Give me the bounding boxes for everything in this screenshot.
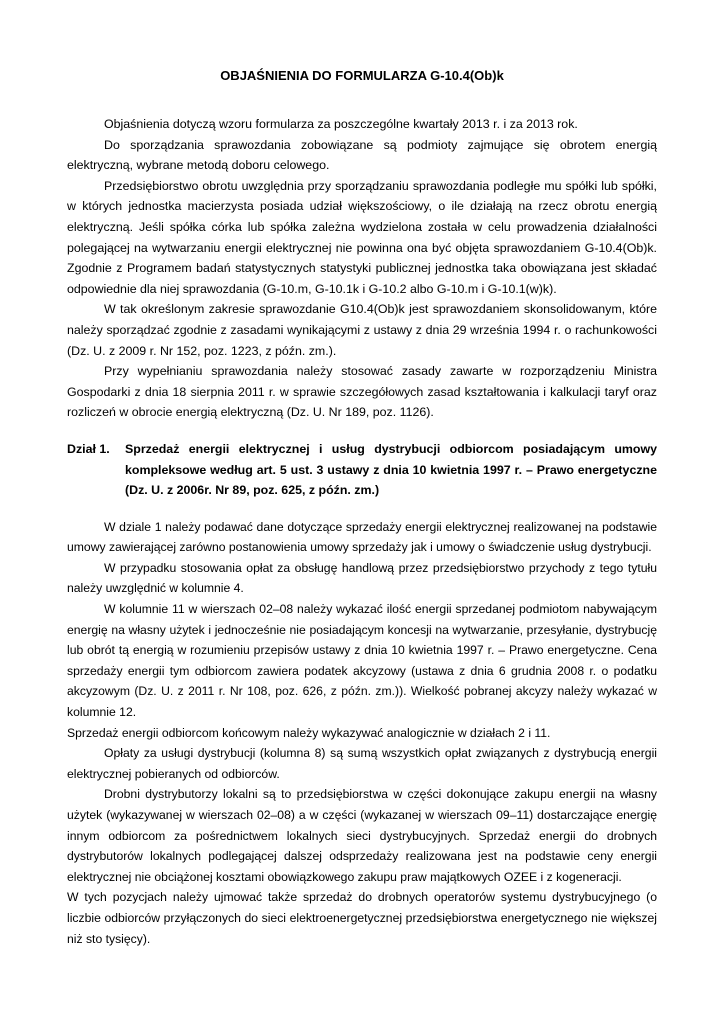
document-page — [67, 66, 657, 949]
section-paragraph-5: Opłaty za usługi dystrybucji (kolumna 8) są sumą wszystkich opłat związanych z dystrybucją energii elektrycznej pobieranych od odbiorców. — [67, 746, 657, 781]
section-paragraph-6: Drobni dystrybutorzy lokalni są to przedsiębiorstwa w części dokonujące zakupu energii na własny użytek (wykazywanej w wierszach 02–08) a w części (wykazanej w wierszach 09–11) dostarczające energię innym odbiorcom za pośrednictwem lokalnych sieci dystrybucyjnych. Sprzedaż energii do drobnych dystrybutorów lokalnych podlegającej dalszej odsprzedaży realizowana jest na podstawie ceny energii elektrycznej nie obciążonej kosztami obowiązkowego zakupu praw majątkowych OZEE i z kogeneracji. — [67, 787, 657, 884]
intro-paragraph-5: Przy wypełnianiu sprawozdania należy stosować zasady zawarte w rozporządzeniu Ministra Gospodarki z dnia 18 sierpnia 2011 r. w sprawie szczegółowych zasad kształtowania i kalkulacji taryf oraz rozliczeń w obrocie energią elektryczną (Dz. U. Nr 189, poz. 1126). — [67, 364, 657, 420]
section-heading — [67, 439, 657, 501]
intro-paragraph-4: W tak określonym zakresie sprawozdanie G10.4(Ob)k jest sprawozdaniem skonsolidowanym, które należy sporządzać zgodnie z zasadami wynikającymi z ustawy z dnia 29 września 1994 r. o rachunkowości (Dz. U. z 2009 r. Nr 152, poz. 1223, z późn. zm.). — [67, 302, 657, 358]
section-paragraph-3: W kolumnie 11 w wierszach 02–08 należy wykazać ilość energii sprzedanej podmiotom nabywającym energię na własny użytek i jednocześnie nie posiadającym koncesji na wytwarzanie, przesyłanie, dystrybucję lub obrót tą energią w rozumieniu przepisów ustawy z dnia 10 kwietnia 1997 r. – Prawo energetyczne. Cena sprzedaży energii tym odbiorcom zawiera podatek akcyzowy (ustawa z dnia 6 grudnia 2008 r. o podatku akcyzowym (Dz. U. z 2011 r. Nr 108, poz. 626, z późn. zm.)). Wielkość pobranej akcyzy należy wykazać w kolumnie 12. — [67, 602, 657, 720]
intro-paragraph-3: Przedsiębiorstwo obrotu uwzględnia przy sporządzaniu sprawozdania podległe mu spółki lub spółki, w których jednostka macierzysta posiada udział większościowy, o ile działają na rzecz obrotu energią elektryczną. Jeśli spółka córka lub spółka zależna wydzielona została w celu prowadzenia działalności polegającej na wytwarzaniu energii elektrycznej nie powinna ona być objęta sprawozdaniem G-10.4(Ob)k. Zgodnie z Programem badań statystycznych statystyki publicznej jednostka taka obowiązana jest składać odpowiednie dla niej sprawozdania (G-10.m, G-10.1k i G-10.2 albo G-10.m i G-10.1(w)k). — [67, 178, 657, 296]
intro-paragraph-1: Objaśnienia dotyczą wzoru formularza za poszczególne kwartały 2013 r. i za 2013 rok. — [104, 117, 578, 131]
section-number: Dział 1. — [67, 441, 110, 456]
document-title: OBJAŚNIENIA DO FORMULARZA G-10.4(Ob)k — [220, 68, 504, 83]
section-title: Sprzedaż energii elektrycznej i usług dystrybucji odbiorcom posiadającym umowy kompleksowe według art. 5 ust. 3 ustawy z dnia 10 kwietnia 1997 r. – Prawo energetyczne (Dz. U. z 2006r. Nr 89, poz. 625, z późn. zm.) — [125, 441, 657, 498]
section-paragraph-7: W tych pozycjach należy ujmować także sprzedaż do drobnych operatorów systemu dystrybucyjnego (o liczbie odbiorców przyłączonych do sieci elektroenergetycznej przedsiębiorstwa energetycznego nie większej niż sto tysięcy). — [67, 890, 657, 946]
section-paragraph-2: W przypadku stosowania opłat za obsługę handlową przez przedsiębiorstwo przychody z tego tytułu należy uwzględnić w kolumnie 4. — [67, 560, 657, 596]
intro-paragraph-2: Do sporządzania sprawozdania zobowiązane są podmioty zajmujące się obrotem energią elektryczną, wybrane metodą doboru celowego. — [67, 137, 657, 173]
section-body — [67, 517, 657, 949]
section-paragraph-4: Sprzedaż energii odbiorcom końcowym należy wykazywać analogicznie w działach 2 i 11. — [67, 725, 551, 740]
section-paragraph-1: W dziale 1 należy podawać dane dotyczące sprzedaży energii elektrycznej realizowanej na podstawie umowy zawierającej zarówno postanowienia umowy sprzedaży jak i umowy o świadczenie usług dystrybucji. — [67, 519, 657, 555]
